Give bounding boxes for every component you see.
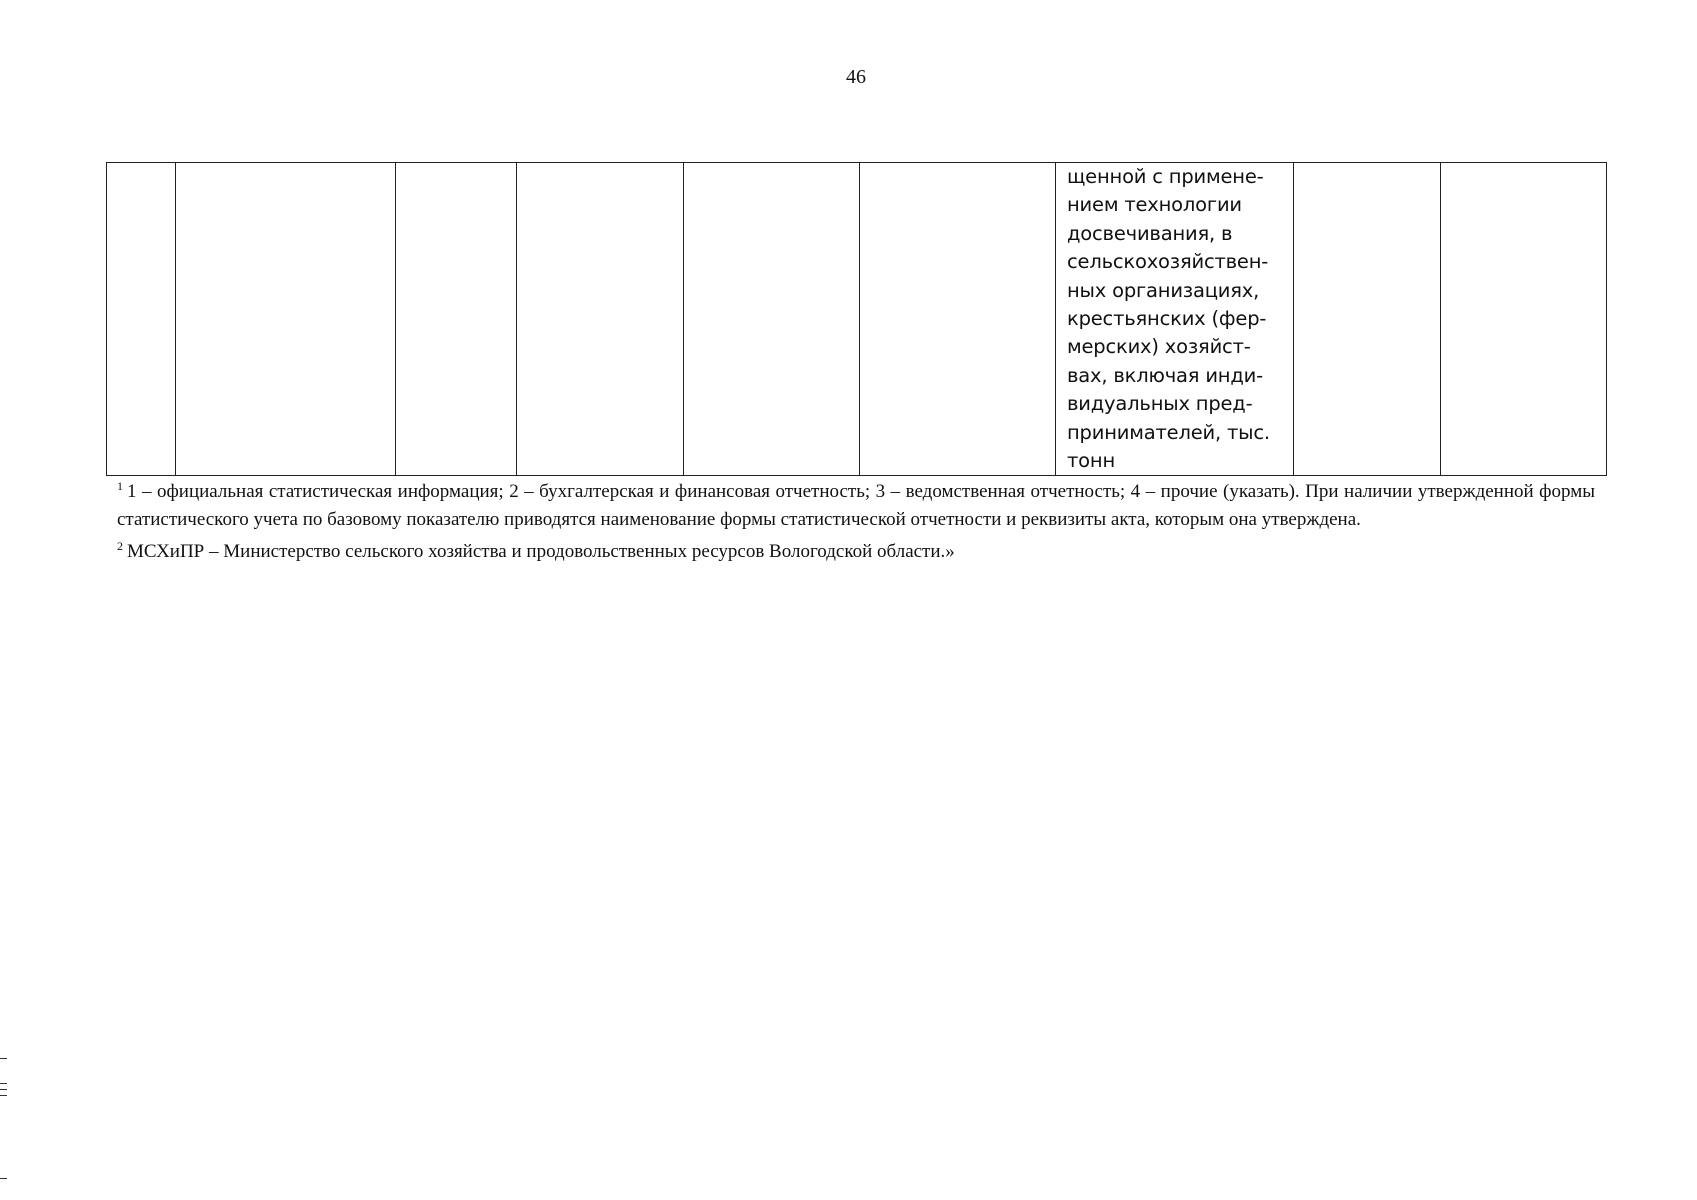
footnote-1 [117, 478, 1595, 534]
footnotes [117, 478, 1595, 570]
indicator-table [106, 162, 1607, 476]
table-cell-5 [684, 163, 860, 476]
binding-mark [0, 1083, 7, 1084]
table-cell-1 [107, 163, 176, 476]
footnote-1-text: 1 – официальная статистическая информация; 2 – бухгалтерская и финансовая отчетность; 3 – ведомственная отчетность; 4 – прочие (указать). При наличии утвержденной формы статистического учета по базовому показателю приводятся наименование формы статистической отчетности и реквизиты акта, которым она утверждена. [117, 481, 1595, 530]
footnote-2-text: МСХиПР – Министерство сельского хозяйства и продовольственных ресурсов Вологодской области.» [127, 541, 955, 562]
table-cell-6 [860, 163, 1056, 476]
footnote-2-marker: 2 [117, 538, 123, 553]
table-cell-9 [1441, 163, 1607, 476]
table-cell-2 [176, 163, 396, 476]
binding-mark [0, 1095, 7, 1096]
binding-mark [0, 1058, 7, 1059]
table-row [107, 163, 1607, 476]
indicator-name-cell: щенной с примене- нием технологии досвечивания, в сельскохозяйствен- ных организациях, крестьянских (фер- мерских) хозяйст- вах, включая инди- видуальных пред- принимателей, тыс. тонн [1056, 163, 1294, 476]
table-cell-4 [517, 163, 684, 476]
binding-mark [0, 1089, 7, 1090]
page-number: 46 [846, 66, 866, 88]
table-cell-8 [1294, 163, 1441, 476]
table-cell-3 [396, 163, 517, 476]
binding-mark [0, 1178, 7, 1179]
footnote-2 [117, 538, 1595, 566]
footnote-1-marker: 1 [117, 478, 123, 493]
